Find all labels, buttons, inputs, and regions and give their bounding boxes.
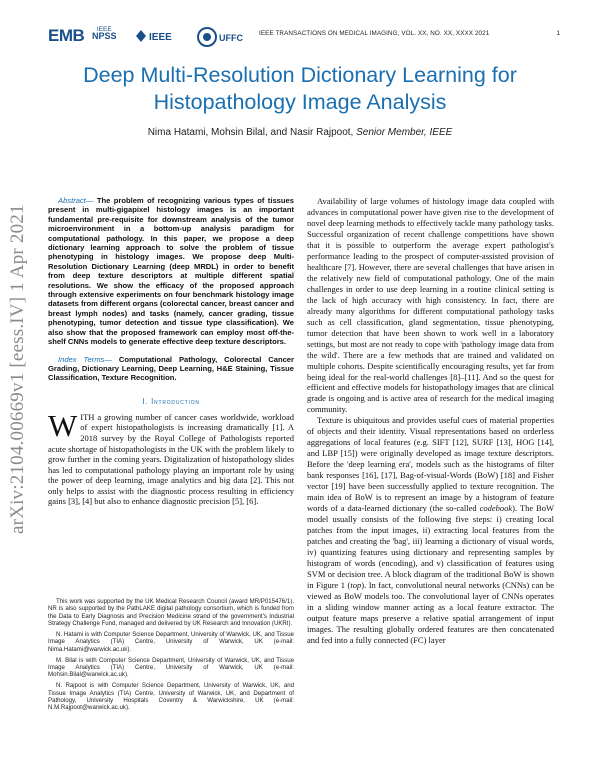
abstract-label: Abstract (58, 196, 86, 205)
uffc-logo (196, 26, 256, 48)
intro-paragraph (48, 407, 294, 507)
journal-header: IEEE TRANSACTIONS ON MEDICAL IMAGING, VOL. XX, NO. XX, XXXX 2021 (259, 30, 490, 37)
index-terms: Index Terms— Computational Pathology, Colorectal Cancer Grading, Dictionary Learning, Deep Learning, H&E Staining, Tissue Classification, Texture Recognition. (48, 354, 294, 383)
ieee-logo-text: IEEE (149, 32, 172, 43)
ieee-logo (132, 28, 186, 44)
intro-text: ITH a growing number of cancer cases worldwide, workload of expert histopathologists is increasing dramatically [1]. A 2018 survey by the Royal College of Pathologists reported acute shortage of histopathologists in the UK with the problem likely to grow further in the coming years. Digitalization of histopathology slides has led to computational pathology playing an important role by using the power of deep learning, image analytics and big data [2]. This not only helps to assist with the diagnostic process resulting in efficiency gains [3], [4] but also to enhance diagnostic precision [5], [6]. (48, 411, 294, 507)
npss-logo (92, 26, 117, 40)
abstract: Abstract— The problem of recognizing various types of tissues present in multi-gigapixel histology images is an important fundamental pre-requisite for downstream analysis of the tumor microenvironment in a bottom-up analysis paradigm for computational pathology. In this paper, we propose a deep dictionary learning approach to solve the problem of tissue phenotyping in histology images. We propose deep Multi-Resolution Dictionary Learning (deep MRDL) in order to benefit from deep texture descriptors at multiple different spatial resolutions. We show the efficacy of the proposed approach through extensive experiments on four benchmark histology image datasets from different organs (colorectal cancer, breast cancer and breast lymph nodes) and tasks (namely, cancer grading, tissue phenotyping, tumor detection and tissue type classification). We also show that the proposed framework can employ most off-the-shelf CNNs models to generate effective deep texture descriptors. (48, 196, 294, 347)
uffc-logo-text: UFFC (219, 33, 243, 43)
emb-logo: EMB (48, 26, 85, 45)
figure-position-term: top (350, 579, 362, 590)
right-column (307, 196, 554, 646)
footnote-author-2: M. Bilal is with Computer Science Department, University of Warwick, UK, and Tissue Image Analytics (TIA) Centre, University of Warwick, UK (e-mail: Mohsin.Bilal@warwick.ac.uk). (48, 656, 294, 679)
author-list (40, 127, 560, 138)
arxiv-stamp: arXiv:2104.00669v1 [eess.IV] 1 Apr 2021 (7, 204, 28, 534)
npss-logo-top: IEEE (96, 26, 112, 33)
body-paragraph-2-part-c: ). In fact, convolutional neural networks (CNNs) can be viewed as BoW models too. The convolutional layer of CNNs operates in a sliding window manner acting as a local feature extractor. The output feature maps preserve a relative spatial arrangement of input images. The resulting globally ordered features are then concatenated and fed into a fully connected (FC) layer (307, 579, 554, 645)
author-role: Senior Member, IEEE (356, 127, 453, 138)
index-terms-label: Index Terms (58, 354, 105, 364)
paper-title: Deep Multi-Resolution Dictionary Learning for Histopathology Image Analysis (83, 63, 517, 114)
author-names: Nima Hatami, Mohsin Bilal, and Nasir Rajpoot, (147, 127, 357, 138)
footnote-funding: This work was supported by the UK Medical Research Council (award MR/P015476/1). NR is also supported by the PathLAKE digital pathology consortium, which is funded from the Data to Early Diagnosis and Precision Medicine strand of the government's Industrial Strategy Challenge Fund, managed and delivered by UK Research and Innovation (UKRI). (48, 598, 294, 628)
section-number: I. (142, 396, 152, 406)
body-paragraph-2-part-a: Texture is ubiquitous and provides useful cues of material properties of objects and their identity. Visual representations based on orderless aggregations of local features (e.g. SIFT [12], SURF [13], HOG [14], and LBP [15]) were originally developed as image texture descriptors. Before the 'deep learning era', models such as the histograms of filter bank responses [16], [17], Bag-of-visual-Words (BoW) [18] and Fisher vector [19] have been successfully applied to texture recognition. The main idea of BoW is to represent an image by a histogram of feature words of a data-learned dictionary (the so-called (307, 415, 554, 514)
codebook-term: codebook (479, 503, 513, 514)
footnote-author-3: N. Rajpoot is with Computer Science Department, University of Warwick, UK, and Tissue Image Analytics (TIA) Centre, University of Warwick, UK, and Department of Pathology, University Hospitals Coventry & Warwickshire, UK (e-mail: N.M.Rajpoot@warwick.ac.uk). (48, 682, 294, 712)
page-number: 1 (556, 30, 560, 37)
body-paragraph-1: Availability of large volumes of histology image data coupled with advances in computational power have given rise to the development of novel deep learning methods to effectively tackle many pathology tasks. Successful organization of recent challenge competitions have shown that it is possible to outperform the average expert pathologist's performance leading to the prospect of computer-assisted provision of healthcare [7]. However, there are several challenges that have arisen in the relatively new field of computational pathology. One of the main challenges in order to use deep learning in a routine clinical setting is the lack of high accuracy with high consistency. In fact, there are already many algorithms for different computational pathology tasks such as cell classification, gland segmentation, tissue phenotyping, tumor detection that have been shown to work well in a laboratory settings, but most are not ready to cope with 'pathology image data from the wild'. There are a few methods that are trained and validated on multiple cohorts. Despite scientifically encouraging results, yet far from being ideal for the real-world challenges [8]–[11]. And so the quest for efficient and effective models for histopathology images that are clinical grade is ongoing and is active area of research for the medical imaging community. (307, 196, 554, 415)
body-paragraph-2 (307, 415, 554, 645)
left-column (48, 196, 294, 507)
body-paragraph-2-part-b: ). The BoW model usually consists of the following five steps: i) creating local patches from the input images, ii) extracting local features from the patches and creating the 'bag', iii) learning a dictionary of visual words, iv) quantizing features using dictionary and representing samples by histogram of words (encoding), and v) classification of features using SVM or decision tree. A block diagram of the traditional BoW is shown in Figure 1 ( (307, 503, 554, 590)
drop-cap: W (48, 407, 78, 443)
footnotes (48, 598, 294, 715)
npss-logo-bottom: NPSS (92, 31, 117, 41)
footnote-author-1: N. Hatami is with Computer Science Department, University of Warwick, UK, and Tissue Image Analytics (TIA) Centre, University of Warwick, UK (e-mail: Nima.Hatami@warwick.ac.uk). (48, 631, 294, 653)
section-heading (48, 397, 294, 406)
index-terms-text: Computational Pathology, Colorectal Cancer Grading, Dictionary Learning, Deep Learning, H&E Staining, Tissue Classification, Texture Recognition. (48, 354, 294, 383)
section-name: Introduction (151, 396, 200, 406)
abstract-text: The problem of recognizing various types of tissues present in multi-gigapixel histology images is an important fundamental pre-requisite for downstream analysis of the tumor microenvironment in a bottom-up analysis paradigm for computational pathology. In this paper, we propose a deep dictionary learning approach to solve the problem of tissue phenotyping in histology images. We propose deep Multi-Resolution Dictionary Learning (deep MRDL) in order to benefit from deep texture descriptors at multiple different spatial resolutions. We show the efficacy of the proposed approach through extensive experiments on four benchmark histology image datasets from different organs (colorectal cancer, breast cancer and breast lymph nodes) and tasks (namely, cancer grading, tissue phenotyping, tumor detection and tissue type classification). We also show that the proposed framework can employ most off-the-shelf CNNs models to generate effective deep texture descriptors. (48, 196, 294, 347)
publisher-logos (48, 26, 248, 48)
